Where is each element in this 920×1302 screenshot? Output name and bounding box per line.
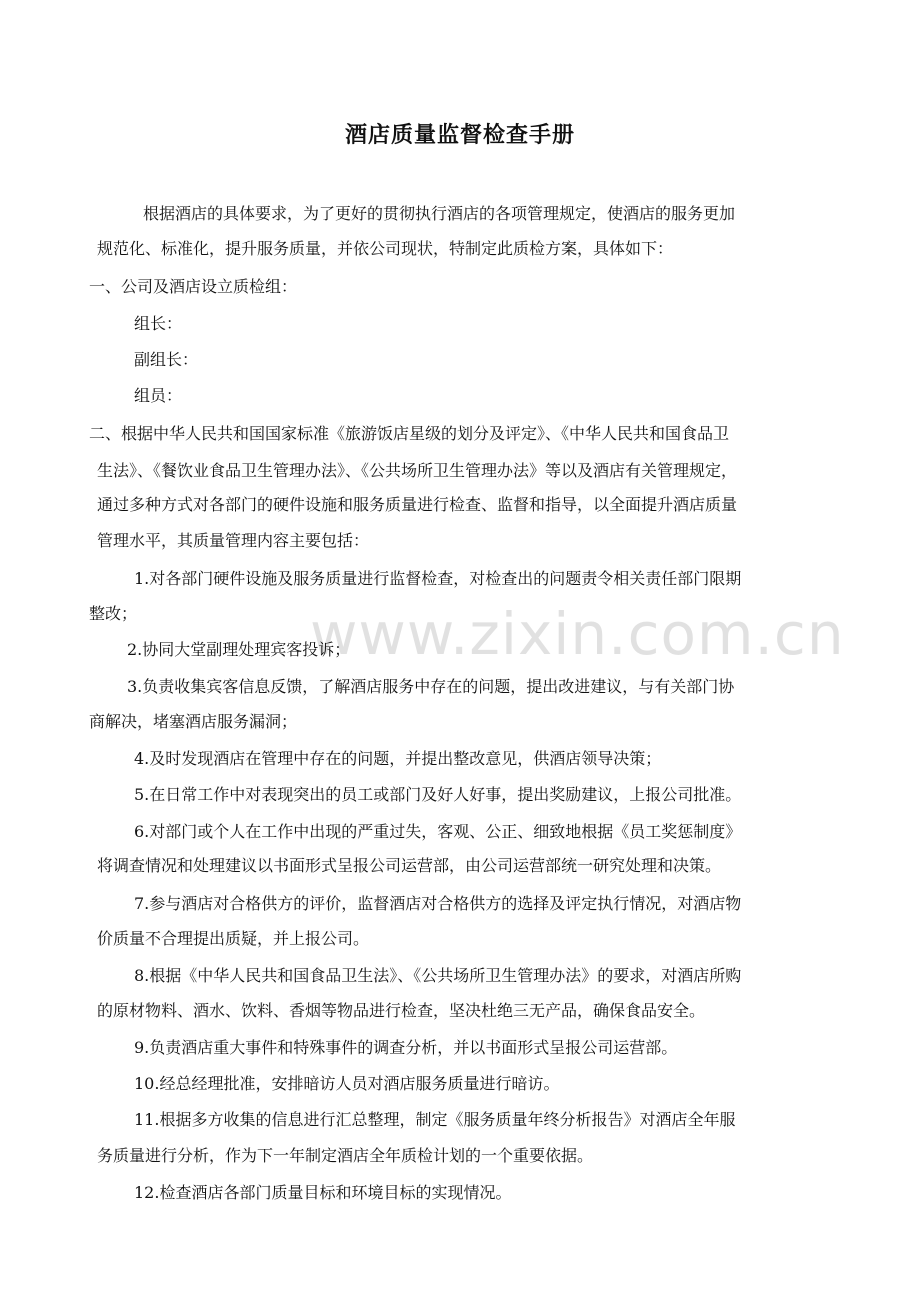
list-item: 8.根据《中华人民共和国食品卫生法》、《公共场所卫生管理办法》的要求，对酒店所购	[134, 966, 742, 985]
list-item: 12.检查酒店各部门质量目标和环境目标的实现情况。	[134, 1183, 512, 1202]
list-item: 7.参与酒店对合格供方的评价，监督酒店对合格供方的选择及评定执行情况，对酒店物	[134, 894, 742, 913]
paragraph-line: 组长：	[134, 314, 183, 333]
watermark: www.zixin.com.cn	[310, 600, 845, 668]
list-item: 2.协同大堂副理处理宾客投诉；	[127, 640, 351, 659]
paragraph-line: 价质量不合理提出质疑，并上报公司。	[97, 929, 370, 948]
paragraph-line: 的原材物料、酒水、饮料、香烟等物品进行检查，坚决杜绝三无产品，确保食品安全。	[97, 1001, 706, 1020]
paragraph-line: 商解决，堵塞酒店服务漏洞；	[89, 712, 298, 731]
paragraph-line: 生法》、《餐饮业食品卫生管理办法》、《公共场所卫生管理办法》等以及酒店有关管理规定，	[97, 461, 738, 480]
list-item: 1.对各部门硬件设施及服务质量进行监督检查，对检查出的问题责令相关责任部门限期	[134, 569, 742, 588]
paragraph-line: 将调查情况和处理建议以书面形式呈报公司运营部，由公司运营部统一研究处理和决策。	[97, 856, 722, 875]
document-title: 酒店质量监督检查手册	[344, 122, 575, 148]
list-item: 5.在日常工作中对表现突出的员工或部门及好人好事，提出奖励建议，上报公司批准。	[134, 785, 742, 804]
paragraph-line: 根据酒店的具体要求，为了更好的贯彻执行酒店的各项管理规定，使酒店的服务更加	[143, 204, 736, 223]
list-item: 6.对部门或个人在工作中出现的严重过失，客观、公正、细致地根据《员工奖惩制度》	[134, 822, 742, 841]
paragraph-line: 规范化、标准化，提升服务质量，并依公司现状，特制定此质检方案，具体如下：	[97, 239, 674, 258]
paragraph-line: 务质量进行分析，作为下一年制定酒店全年质检计划的一个重要依据。	[97, 1146, 594, 1165]
paragraph-line: 组员：	[134, 386, 183, 405]
list-item: 9.负责酒店重大事件和特殊事件的调查分析，并以书面形式呈报公司运营部。	[134, 1038, 678, 1057]
list-item: 4.及时发现酒店在管理中存在的问题，并提出整改意见，供酒店领导决策；	[134, 749, 662, 768]
list-item: 10.经总经理批准，安排暗访人员对酒店服务质量进行暗访。	[134, 1074, 560, 1093]
paragraph-line: 通过多种方式对各部门的硬件设施和服务质量进行检查、监督和指导，以全面提升酒店质量	[97, 495, 738, 514]
paragraph-line: 副组长：	[134, 350, 199, 369]
paragraph-line: 整改；	[89, 604, 138, 623]
list-item: 11.根据多方收集的信息进行汇总整理，制定《服务质量年终分析报告》对酒店全年服	[134, 1110, 736, 1129]
section-heading: 二、根据中华人民共和国国家标准《旅游饭店星级的划分及评定》、《中华人民共和国食品卫	[89, 424, 730, 443]
list-item: 3.负责收集宾客信息反馈，了解酒店服务中存在的问题，提出改进建议，与有关部门协	[127, 677, 735, 696]
paragraph-line: 管理水平，其质量管理内容主要包括：	[97, 531, 370, 550]
section-heading: 一、公司及酒店设立质检组：	[89, 277, 298, 296]
